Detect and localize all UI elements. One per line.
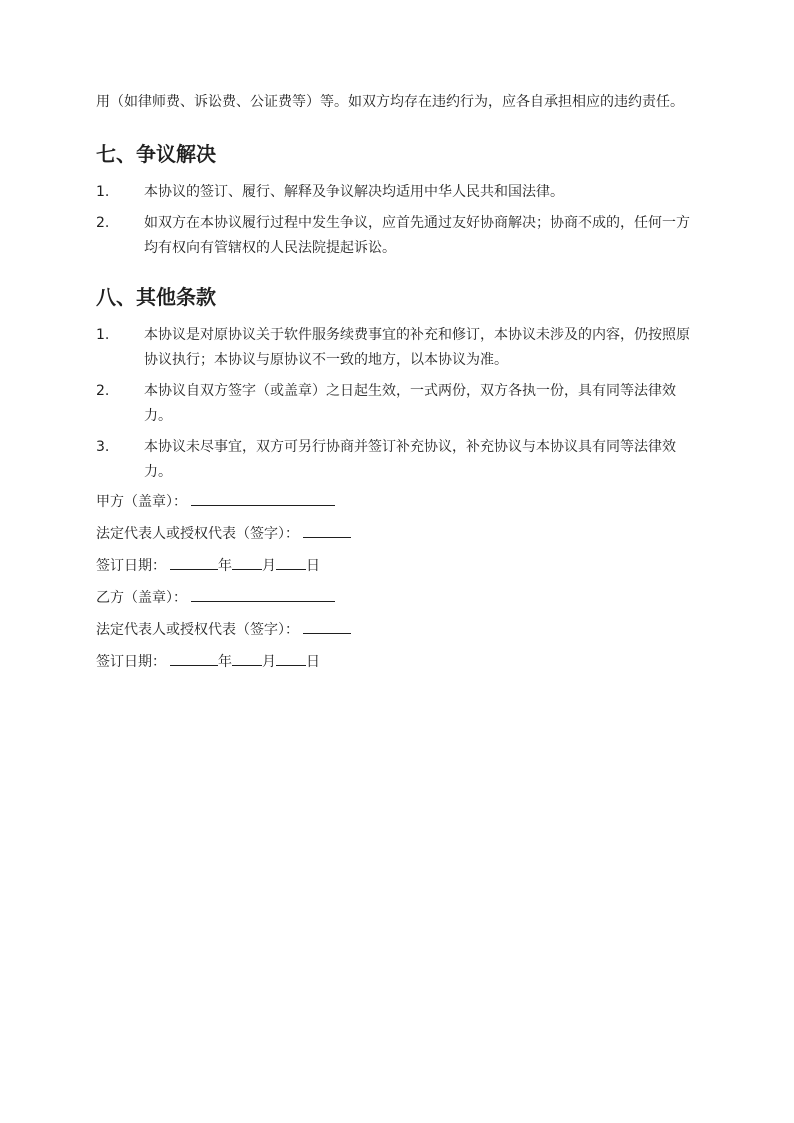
list-item-text: 本协议是对原协议关于软件服务续费事宜的补充和修订，本协议未涉及的内容，仍按照原协议执行；本协议与原协议不一致的地方，以本协议为准。: [144, 327, 690, 368]
list-item: [96, 379, 700, 429]
section-7-list: [96, 180, 700, 261]
document-page: [96, 90, 700, 683]
section-7-heading: 七、争议解决: [96, 142, 216, 166]
section-8-heading: 八、其他条款: [96, 285, 216, 309]
rep-b-label: 法定代表人或授权代表（签字）：: [96, 622, 299, 638]
rep-b-signature-line: [96, 619, 700, 639]
list-item-text: 本协议未尽事宜，双方可另行协商并签订补充协议，补充协议与本协议具有同等法律效力。: [144, 439, 676, 480]
party-b-label: 乙方（盖章）：: [96, 590, 187, 606]
signature-block: [96, 491, 700, 671]
list-item: [96, 211, 700, 261]
year-label: 年: [218, 654, 232, 670]
date-a-day-blank[interactable]: [276, 555, 306, 570]
date-b-label: 签订日期：: [96, 654, 166, 670]
list-item-text: 本协议自双方签字（或盖章）之日起生效，一式两份，双方各执一份，具有同等法律效力。: [144, 383, 676, 424]
list-item: [96, 180, 700, 205]
date-a-line: [96, 555, 700, 575]
list-item: [96, 435, 700, 485]
list-item-text: 本协议的签订、履行、解释及争议解决均适用中华人民共和国法律。: [144, 184, 564, 200]
month-label: 月: [262, 654, 276, 670]
list-item-number: 3.: [96, 439, 110, 455]
list-item-number: 1.: [96, 184, 110, 200]
list-item-number: 1.: [96, 327, 110, 343]
rep-a-signature-blank[interactable]: [303, 523, 351, 538]
date-a-year-blank[interactable]: [170, 555, 218, 570]
date-a-label: 签订日期：: [96, 558, 166, 574]
date-b-year-blank[interactable]: [170, 651, 218, 666]
rep-a-signature-line: [96, 523, 700, 543]
date-b-month-blank[interactable]: [232, 651, 262, 666]
list-item-number: 2.: [96, 215, 110, 231]
intro-paragraph: 用（如律师费、诉讼费、公证费等）等。如双方均存在违约行为，应各自承担相应的违约责任。: [96, 94, 684, 110]
date-b-line: [96, 651, 700, 671]
party-a-seal-blank[interactable]: [191, 491, 335, 506]
party-a-label: 甲方（盖章）：: [96, 494, 187, 510]
date-a-month-blank[interactable]: [232, 555, 262, 570]
year-label: 年: [218, 558, 232, 574]
list-item: [96, 323, 700, 373]
date-b-day-blank[interactable]: [276, 651, 306, 666]
month-label: 月: [262, 558, 276, 574]
day-label: 日: [306, 558, 320, 574]
section-8-list: [96, 323, 700, 485]
rep-a-label: 法定代表人或授权代表（签字）：: [96, 526, 299, 542]
list-item-number: 2.: [96, 383, 110, 399]
rep-b-signature-blank[interactable]: [303, 619, 351, 634]
party-b-seal-line: [96, 587, 700, 607]
party-b-seal-blank[interactable]: [191, 587, 335, 602]
party-a-seal-line: [96, 491, 700, 511]
list-item-text: 如双方在本协议履行过程中发生争议，应首先通过友好协商解决；协商不成的，任何一方均有权向有管辖权的人民法院提起诉讼。: [144, 215, 690, 256]
day-label: 日: [306, 654, 320, 670]
